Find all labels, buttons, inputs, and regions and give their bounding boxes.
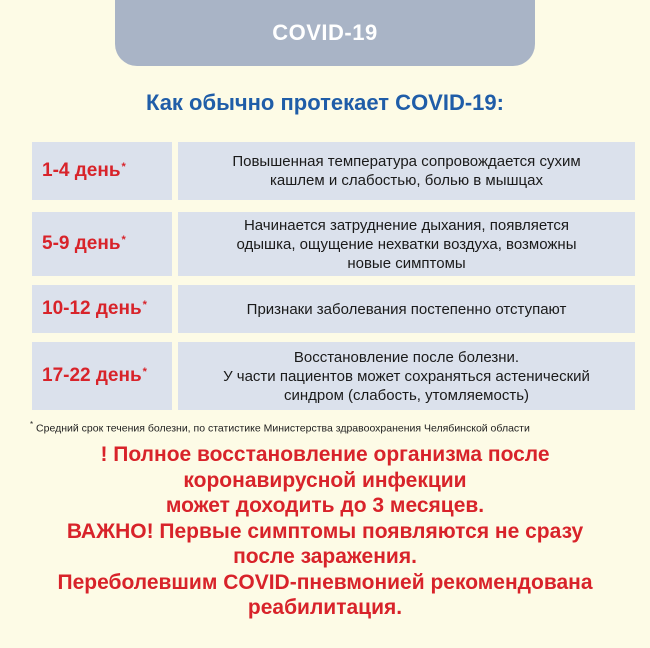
stage-day-cell <box>32 142 172 200</box>
header-title: COVID-19 <box>272 20 378 45</box>
notice-line: ! Полное восстановление организма после <box>100 443 550 466</box>
stage-description-line: синдром (слабость, утомляемость) <box>283 386 530 404</box>
stage-description-line: Начинается затруднение дыхания, появляется <box>243 216 570 234</box>
stage-description <box>223 348 590 405</box>
stage-day-footnote-mark: * <box>121 234 126 246</box>
header-tab <box>115 0 535 66</box>
stage-day: 1-4 день <box>42 160 121 181</box>
stage-day-footnote-mark: * <box>142 299 147 311</box>
stage-row-4 <box>32 342 635 410</box>
notice-line: может доходить до 3 месяцев. <box>165 494 485 517</box>
stage-description-line: У части пациентов может сохраняться астенический <box>223 367 590 385</box>
notice-line: ВАЖНО! Первые симптомы появляются не сразу <box>66 519 584 543</box>
footnote-text: Средний срок течения болезни, по статистике Министерства здравоохранения Челябинской области <box>36 422 530 435</box>
notice-line: реабилитация. <box>247 596 403 619</box>
stage-day-footnote-mark: * <box>121 161 126 173</box>
stage-description-cell <box>178 342 635 410</box>
stage-day: 5-9 день <box>42 233 121 254</box>
stage-description-cell <box>178 285 635 333</box>
important-notice <box>20 442 630 621</box>
stage-row-2 <box>32 212 635 276</box>
stage-day-cell <box>32 212 172 276</box>
stage-description-cell <box>178 212 635 276</box>
notice-line: коронавирусной инфекции <box>183 468 467 492</box>
notice-line: Переболевшим COVID-пневмонией рекомендована <box>57 570 593 594</box>
stage-description-line: новые симптомы <box>347 254 466 272</box>
stage-description <box>237 216 577 273</box>
stage-description-line: Восстановление после болезни. <box>293 348 520 366</box>
notice-line: после заражения. <box>233 545 417 568</box>
footnote <box>30 420 640 435</box>
stage-description-line: кашлем и слабостью, болью в мышцах <box>270 172 543 189</box>
stage-day: 17-22 день <box>42 365 142 386</box>
stage-day: 10-12 день <box>42 298 142 319</box>
stage-description <box>247 300 567 319</box>
stage-description-line: одышка, ощущение нехватки воздуха, возможны <box>236 235 577 253</box>
stage-row-1 <box>32 142 635 200</box>
stage-day-footnote-mark: * <box>142 366 147 378</box>
stage-day-cell <box>32 342 172 410</box>
stage-description-line: Признаки заболевания постепенно отступают <box>246 300 567 318</box>
stage-row-3 <box>32 285 635 333</box>
stage-description <box>232 152 580 190</box>
stage-description-line: Повышенная температура сопровождается сухим <box>232 153 581 170</box>
stage-day-cell <box>32 285 172 333</box>
subtitle: Как обычно протекает COVID-19: <box>146 90 504 115</box>
stage-description-cell <box>178 142 635 200</box>
footnote-mark: * <box>30 420 34 429</box>
